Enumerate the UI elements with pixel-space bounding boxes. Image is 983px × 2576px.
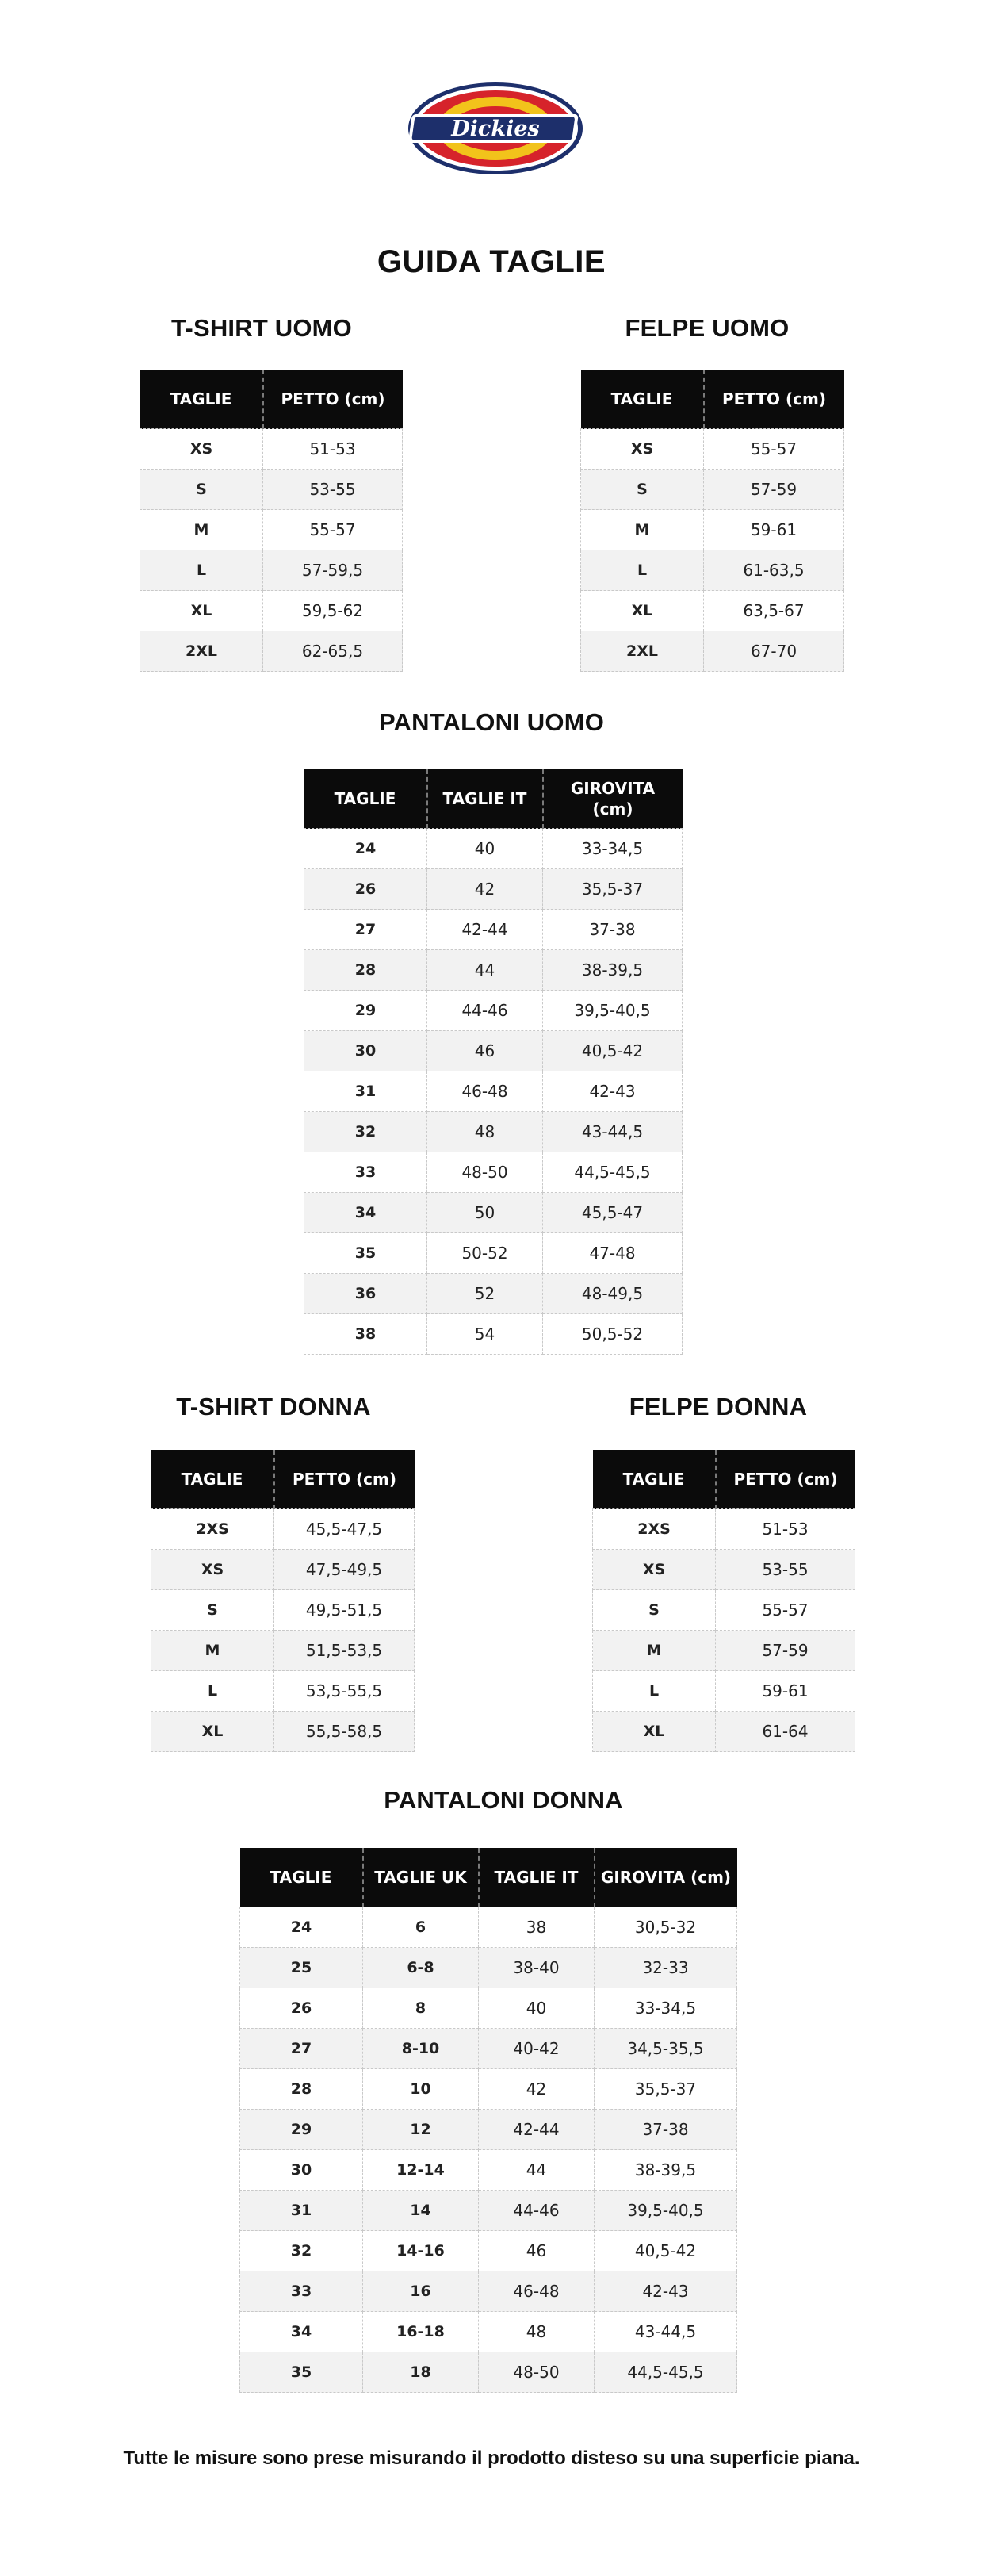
table-row bbox=[240, 2231, 737, 2271]
value-cell: 46 bbox=[427, 1031, 543, 1071]
value-cell: 16 bbox=[363, 2271, 479, 2312]
value-cell: 37-38 bbox=[543, 910, 683, 950]
value-cell: 38-40 bbox=[479, 1948, 595, 1988]
table-row bbox=[151, 1671, 415, 1712]
value-cell: 44-46 bbox=[427, 991, 543, 1031]
column-header: TAGLIE IT bbox=[427, 769, 543, 829]
table-row bbox=[240, 2150, 737, 2191]
column-header: TAGLIE bbox=[304, 769, 427, 829]
section-title-felpe-donna: FELPE DONNA bbox=[629, 1393, 808, 1420]
table-row bbox=[304, 1112, 683, 1152]
table-row bbox=[304, 1274, 683, 1314]
table-header-row bbox=[304, 769, 683, 829]
value-cell: 8-10 bbox=[363, 2029, 479, 2069]
size-cell: 33 bbox=[240, 2271, 363, 2312]
value-cell: 48-50 bbox=[427, 1152, 543, 1193]
value-cell: 49,5-51,5 bbox=[274, 1590, 415, 1631]
value-cell: 45,5-47,5 bbox=[274, 1509, 415, 1550]
size-cell: S bbox=[581, 470, 704, 510]
value-cell: 18 bbox=[363, 2352, 479, 2393]
value-cell: 40 bbox=[479, 1988, 595, 2029]
value-cell: 44 bbox=[479, 2150, 595, 2191]
table-row bbox=[581, 470, 844, 510]
table-row bbox=[581, 429, 844, 470]
table-row bbox=[304, 1314, 683, 1355]
size-cell: 38 bbox=[304, 1314, 427, 1355]
page-title: GUIDA TAGLIE bbox=[377, 244, 606, 279]
value-cell: 38 bbox=[479, 1907, 595, 1948]
value-cell: 43-44,5 bbox=[595, 2312, 737, 2352]
value-cell: 55,5-58,5 bbox=[274, 1712, 415, 1752]
table-row bbox=[151, 1590, 415, 1631]
column-header: GIROVITA (cm) bbox=[543, 769, 683, 829]
table-header-row bbox=[151, 1450, 415, 1509]
table-header-row bbox=[593, 1450, 855, 1509]
table-row bbox=[581, 550, 844, 591]
column-header: PETTO (cm) bbox=[716, 1450, 855, 1509]
value-cell: 44-46 bbox=[479, 2191, 595, 2231]
value-cell: 34,5-35,5 bbox=[595, 2029, 737, 2069]
table-row bbox=[240, 2110, 737, 2150]
column-header: TAGLIE IT bbox=[479, 1848, 595, 1907]
value-cell: 6-8 bbox=[363, 1948, 479, 1988]
table-row bbox=[304, 1233, 683, 1274]
value-cell: 40-42 bbox=[479, 2029, 595, 2069]
value-cell: 10 bbox=[363, 2069, 479, 2110]
value-cell: 55-57 bbox=[263, 510, 403, 550]
value-cell: 38-39,5 bbox=[543, 950, 683, 991]
value-cell: 42-44 bbox=[427, 910, 543, 950]
value-cell: 35,5-37 bbox=[543, 869, 683, 910]
table-row bbox=[593, 1671, 855, 1712]
value-cell: 16-18 bbox=[363, 2312, 479, 2352]
size-table-felpe-uomo bbox=[580, 370, 844, 672]
value-cell: 57-59 bbox=[704, 470, 844, 510]
size-cell: L bbox=[593, 1671, 716, 1712]
table-row bbox=[240, 2352, 737, 2393]
value-cell: 57-59,5 bbox=[263, 550, 403, 591]
value-cell: 14-16 bbox=[363, 2231, 479, 2271]
value-cell: 40,5-42 bbox=[543, 1031, 683, 1071]
size-cell: 34 bbox=[240, 2312, 363, 2352]
value-cell: 48 bbox=[427, 1112, 543, 1152]
value-cell: 52 bbox=[427, 1274, 543, 1314]
size-cell: XS bbox=[593, 1550, 716, 1590]
value-cell: 63,5-67 bbox=[704, 591, 844, 631]
size-cell: 35 bbox=[304, 1233, 427, 1274]
table-row bbox=[304, 829, 683, 869]
value-cell: 59-61 bbox=[704, 510, 844, 550]
value-cell: 59,5-62 bbox=[263, 591, 403, 631]
value-cell: 35,5-37 bbox=[595, 2069, 737, 2110]
size-cell: 36 bbox=[304, 1274, 427, 1314]
size-cell: 2XL bbox=[581, 631, 704, 672]
column-header: GIROVITA (cm) bbox=[595, 1848, 737, 1907]
table-row bbox=[151, 1509, 415, 1550]
value-cell: 30,5-32 bbox=[595, 1907, 737, 1948]
value-cell: 54 bbox=[427, 1314, 543, 1355]
size-cell: 27 bbox=[304, 910, 427, 950]
size-cell: 2XS bbox=[151, 1509, 274, 1550]
size-cell: 32 bbox=[240, 2231, 363, 2271]
size-cell: XL bbox=[151, 1712, 274, 1752]
size-cell: XL bbox=[140, 591, 263, 631]
dickies-logo bbox=[406, 79, 585, 178]
size-cell: 31 bbox=[304, 1071, 427, 1112]
size-cell: 32 bbox=[304, 1112, 427, 1152]
table-row bbox=[593, 1631, 855, 1671]
table-header-row bbox=[140, 370, 403, 429]
size-cell: 30 bbox=[240, 2150, 363, 2191]
size-cell: 2XL bbox=[140, 631, 263, 672]
table-row bbox=[304, 991, 683, 1031]
section-title-tshirt-donna: T-SHIRT DONNA bbox=[176, 1393, 371, 1420]
value-cell: 12 bbox=[363, 2110, 479, 2150]
value-cell: 46-48 bbox=[479, 2271, 595, 2312]
size-cell: 28 bbox=[240, 2069, 363, 2110]
table-row bbox=[304, 910, 683, 950]
section-title-pantaloni-donna: PANTALONI DONNA bbox=[384, 1786, 623, 1814]
size-cell: S bbox=[140, 470, 263, 510]
column-header: TAGLIE bbox=[581, 370, 704, 429]
column-header: TAGLIE bbox=[593, 1450, 716, 1509]
value-cell: 33-34,5 bbox=[595, 1988, 737, 2029]
size-cell: 29 bbox=[304, 991, 427, 1031]
value-cell: 46 bbox=[479, 2231, 595, 2271]
table-row bbox=[240, 1988, 737, 2029]
value-cell: 8 bbox=[363, 1988, 479, 2029]
size-cell: 28 bbox=[304, 950, 427, 991]
table-row bbox=[140, 631, 403, 672]
value-cell: 44,5-45,5 bbox=[543, 1152, 683, 1193]
value-cell: 42 bbox=[427, 869, 543, 910]
table-row bbox=[593, 1550, 855, 1590]
size-cell: M bbox=[593, 1631, 716, 1671]
value-cell: 32-33 bbox=[595, 1948, 737, 1988]
table-row bbox=[140, 470, 403, 510]
table-row bbox=[581, 591, 844, 631]
value-cell: 44,5-45,5 bbox=[595, 2352, 737, 2393]
column-header: PETTO (cm) bbox=[263, 370, 403, 429]
size-cell: 2XS bbox=[593, 1509, 716, 1550]
table-row bbox=[304, 1193, 683, 1233]
value-cell: 62-65,5 bbox=[263, 631, 403, 672]
size-cell: M bbox=[581, 510, 704, 550]
size-cell: 34 bbox=[304, 1193, 427, 1233]
size-cell: 26 bbox=[240, 1988, 363, 2029]
value-cell: 6 bbox=[363, 1907, 479, 1948]
value-cell: 61-63,5 bbox=[704, 550, 844, 591]
value-cell: 43-44,5 bbox=[543, 1112, 683, 1152]
table-row bbox=[304, 1031, 683, 1071]
size-cell: 29 bbox=[240, 2110, 363, 2150]
value-cell: 57-59 bbox=[716, 1631, 855, 1671]
table-row bbox=[593, 1509, 855, 1550]
table-row bbox=[581, 510, 844, 550]
table-row bbox=[240, 2029, 737, 2069]
column-header: TAGLIE bbox=[140, 370, 263, 429]
size-table-tshirt-donna bbox=[151, 1450, 415, 1752]
table-row bbox=[581, 631, 844, 672]
column-header: TAGLIE UK bbox=[363, 1848, 479, 1907]
value-cell: 12-14 bbox=[363, 2150, 479, 2191]
logo-text: Dickies bbox=[451, 117, 540, 141]
size-cell: 25 bbox=[240, 1948, 363, 1988]
size-cell: 31 bbox=[240, 2191, 363, 2231]
size-cell: M bbox=[151, 1631, 274, 1671]
table-row bbox=[240, 2271, 737, 2312]
table-row bbox=[140, 550, 403, 591]
table-row bbox=[240, 1907, 737, 1948]
size-table-pantaloni-donna bbox=[239, 1848, 737, 2393]
section-title-pantaloni-uomo: PANTALONI UOMO bbox=[378, 708, 605, 736]
value-cell: 50,5-52 bbox=[543, 1314, 683, 1355]
table-row bbox=[140, 510, 403, 550]
value-cell: 38-39,5 bbox=[595, 2150, 737, 2191]
size-table-pantaloni-uomo bbox=[304, 769, 683, 1355]
value-cell: 42-43 bbox=[543, 1071, 683, 1112]
value-cell: 47,5-49,5 bbox=[274, 1550, 415, 1590]
value-cell: 42 bbox=[479, 2069, 595, 2110]
size-cell: L bbox=[140, 550, 263, 591]
value-cell: 55-57 bbox=[716, 1590, 855, 1631]
size-cell: 24 bbox=[240, 1907, 363, 1948]
table-header-row bbox=[240, 1848, 737, 1907]
size-cell: 30 bbox=[304, 1031, 427, 1071]
value-cell: 53-55 bbox=[716, 1550, 855, 1590]
value-cell: 61-64 bbox=[716, 1712, 855, 1752]
value-cell: 51-53 bbox=[263, 429, 403, 470]
value-cell: 47-48 bbox=[543, 1233, 683, 1274]
column-header: PETTO (cm) bbox=[274, 1450, 415, 1509]
table-row bbox=[151, 1550, 415, 1590]
size-cell: 26 bbox=[304, 869, 427, 910]
value-cell: 59-61 bbox=[716, 1671, 855, 1712]
table-row bbox=[240, 2191, 737, 2231]
value-cell: 53-55 bbox=[263, 470, 403, 510]
value-cell: 44 bbox=[427, 950, 543, 991]
table-row bbox=[593, 1590, 855, 1631]
value-cell: 50 bbox=[427, 1193, 543, 1233]
size-cell: 35 bbox=[240, 2352, 363, 2393]
size-cell: 33 bbox=[304, 1152, 427, 1193]
table-row bbox=[240, 1948, 737, 1988]
table-row bbox=[240, 2312, 737, 2352]
table-row bbox=[151, 1712, 415, 1752]
size-cell: L bbox=[581, 550, 704, 591]
value-cell: 46-48 bbox=[427, 1071, 543, 1112]
value-cell: 40,5-42 bbox=[595, 2231, 737, 2271]
value-cell: 42-43 bbox=[595, 2271, 737, 2312]
value-cell: 55-57 bbox=[704, 429, 844, 470]
value-cell: 14 bbox=[363, 2191, 479, 2231]
table-row bbox=[151, 1631, 415, 1671]
value-cell: 37-38 bbox=[595, 2110, 737, 2150]
value-cell: 40 bbox=[427, 829, 543, 869]
column-header: PETTO (cm) bbox=[704, 370, 844, 429]
size-cell: XL bbox=[581, 591, 704, 631]
size-cell: XL bbox=[593, 1712, 716, 1752]
value-cell: 48-50 bbox=[479, 2352, 595, 2393]
size-cell: XS bbox=[140, 429, 263, 470]
section-title-tshirt-uomo: T-SHIRT UOMO bbox=[171, 314, 352, 342]
value-cell: 42-44 bbox=[479, 2110, 595, 2150]
size-table-felpe-donna bbox=[592, 1450, 855, 1752]
size-cell: S bbox=[593, 1590, 716, 1631]
footer-note: Tutte le misure sono prese misurando il prodotto disteso su una superficie piana. bbox=[123, 2448, 860, 2469]
size-cell: 27 bbox=[240, 2029, 363, 2069]
value-cell: 67-70 bbox=[704, 631, 844, 672]
value-cell: 48 bbox=[479, 2312, 595, 2352]
value-cell: 53,5-55,5 bbox=[274, 1671, 415, 1712]
size-cell: S bbox=[151, 1590, 274, 1631]
value-cell: 45,5-47 bbox=[543, 1193, 683, 1233]
value-cell: 33-34,5 bbox=[543, 829, 683, 869]
size-cell: 24 bbox=[304, 829, 427, 869]
table-row bbox=[140, 591, 403, 631]
section-title-felpe-uomo: FELPE UOMO bbox=[625, 314, 790, 342]
value-cell: 39,5-40,5 bbox=[595, 2191, 737, 2231]
value-cell: 48-49,5 bbox=[543, 1274, 683, 1314]
table-row bbox=[304, 869, 683, 910]
table-row bbox=[240, 2069, 737, 2110]
value-cell: 51,5-53,5 bbox=[274, 1631, 415, 1671]
value-cell: 50-52 bbox=[427, 1233, 543, 1274]
table-row bbox=[304, 950, 683, 991]
size-table-tshirt-uomo bbox=[140, 370, 403, 672]
size-cell: L bbox=[151, 1671, 274, 1712]
column-header: TAGLIE bbox=[151, 1450, 274, 1509]
size-cell: XS bbox=[151, 1550, 274, 1590]
size-cell: XS bbox=[581, 429, 704, 470]
table-row bbox=[304, 1152, 683, 1193]
table-row bbox=[140, 429, 403, 470]
table-row bbox=[593, 1712, 855, 1752]
table-header-row bbox=[581, 370, 844, 429]
value-cell: 39,5-40,5 bbox=[543, 991, 683, 1031]
value-cell: 51-53 bbox=[716, 1509, 855, 1550]
table-row bbox=[304, 1071, 683, 1112]
column-header: TAGLIE bbox=[240, 1848, 363, 1907]
size-cell: M bbox=[140, 510, 263, 550]
